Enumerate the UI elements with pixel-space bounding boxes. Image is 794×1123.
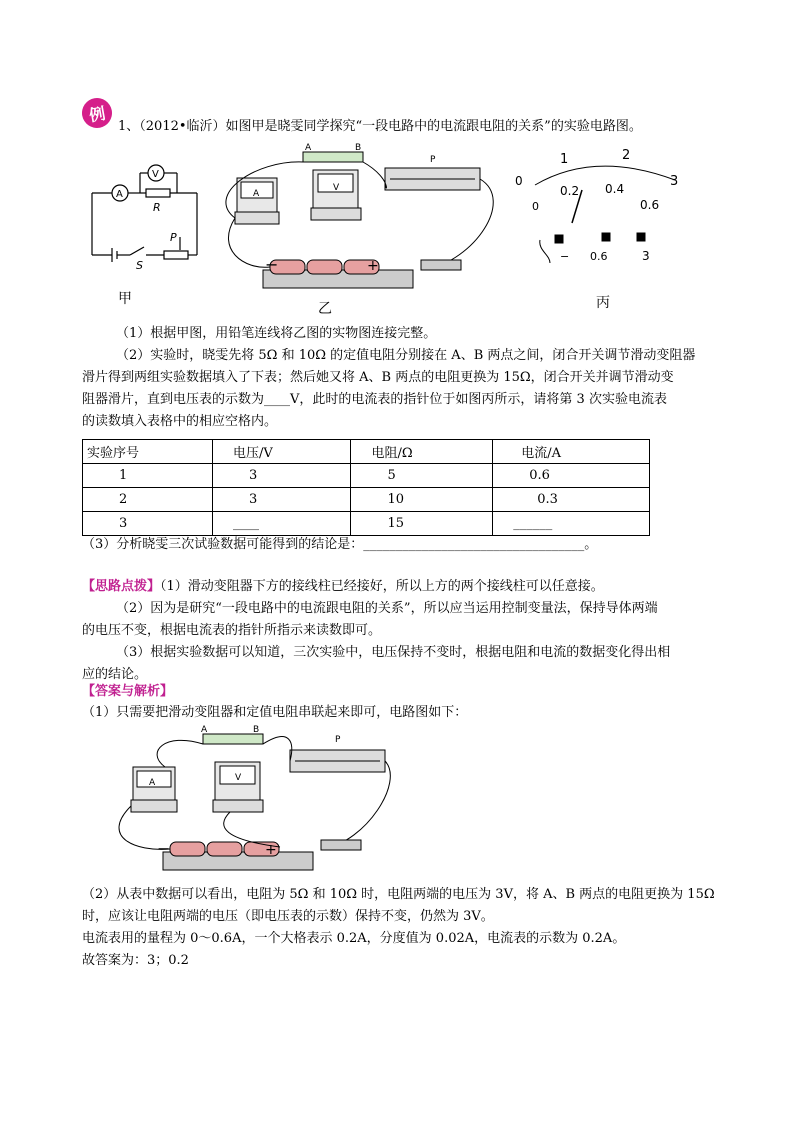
hint-line-1: 【思路点拨】（1）滑动变阻器下方的接线柱已经接好，所以上方的两个接线柱可以任意接。 xyxy=(82,579,604,594)
voltage-blank[interactable]: ____ xyxy=(264,392,291,407)
figure-label-jia: 甲 xyxy=(118,291,132,307)
rheostat-p-label: P xyxy=(430,155,436,165)
answer-line-2a: （2）从表中数据可以看出，电阻为 5Ω 和 10Ω 时，电阻两端的电压为 3V，将 A、B 两点的电阻更换为 15Ω xyxy=(82,887,715,902)
q-part-2-line-d: 的读数填入表格中的相应空格内。 xyxy=(82,414,278,429)
example-badge: 例 xyxy=(80,96,115,131)
ammeter-dial-bing xyxy=(510,145,690,270)
current-answer-blank[interactable]: ______ xyxy=(493,512,650,536)
table-row xyxy=(83,512,650,536)
conclusion-blank[interactable]: __________________________________ xyxy=(363,537,585,552)
switch-label: S xyxy=(136,259,143,272)
data-table xyxy=(82,439,650,536)
battery-minus-label: − xyxy=(265,255,279,274)
terminal-a-label: A xyxy=(305,143,312,153)
hint-line-2a: （2）因为是研究“一段电路中的电流跟电阻的关系”，所以应当运用控制变量法，保持导体两端 xyxy=(116,601,658,616)
table-header-row xyxy=(83,440,650,464)
dial-scale-02: 0.2 xyxy=(560,184,580,198)
answer-apparatus-diagram xyxy=(105,722,395,887)
table-cell: 5 xyxy=(351,464,493,488)
apparatus-diagram-yi xyxy=(225,140,515,305)
answer-rheostat-p: P xyxy=(335,735,341,745)
hint-tag: 【思路点拨】 xyxy=(82,579,161,594)
table-cell: 3 xyxy=(212,464,351,488)
answer-ammeter-face: A xyxy=(149,778,156,788)
table-header: 电压/V xyxy=(212,440,351,464)
hint-line-3a: （3）根据实验数据可以知道，三次实验中，电压保持不变时，根据电阻和电流的数据变化得出相 xyxy=(116,645,671,660)
answer-tag: 【答案与解析】 xyxy=(82,684,174,699)
table-row xyxy=(83,488,650,512)
dial-tick-1: 1 xyxy=(560,152,569,167)
table-row xyxy=(83,464,650,488)
dial-scale-04: 0.4 xyxy=(605,182,625,196)
table-cell: 3 xyxy=(212,488,351,512)
answer-terminal-b: B xyxy=(253,725,260,735)
ammeter-face-label: A xyxy=(253,189,260,199)
table-header: 实验序号 xyxy=(83,440,213,464)
circuit-diagram-jia xyxy=(82,155,212,272)
figure-label-bing: 丙 xyxy=(596,295,610,311)
question-title: 1、（2012•临沂）如图甲是晓雯同学探究“一段电路中的电流跟电阻的关系”的实验电路图。 xyxy=(118,119,642,134)
dial-tick-2: 2 xyxy=(622,148,631,163)
hint-line-2b: 的电压不变，根据电流表的指针所指示来读数即可。 xyxy=(82,623,382,638)
table-cell: 0.6 xyxy=(493,464,650,488)
answer-line-2b: 时，应该让电阻两端的电压（即电压表的示数）保持不变，仍然为 3V。 xyxy=(82,909,494,924)
slider-label: P xyxy=(170,231,177,244)
figure-label-yi: 乙 xyxy=(318,301,332,317)
table-cell: 10 xyxy=(351,488,493,512)
voltmeter-face-label: V xyxy=(333,183,340,193)
battery-plus-label: + xyxy=(367,258,379,274)
hint-line-3b: 应的结论。 xyxy=(82,667,148,682)
answer-voltmeter-face: V xyxy=(235,773,242,783)
answer-line-1: （1）只需要把滑动变阻器和定值电阻串联起来即可，电路图如下： xyxy=(82,705,468,720)
q-part-2-line-c: 阻器滑片，直到电压表的示数为____V，此时的电流表的指针位于如图丙所示，请将第 3 次实验电流表 xyxy=(82,392,667,407)
answer-line-3: 电流表用的量程为 0～0.6A，一个大格表示 0.2A，分度值为 0.02A，电流表的示数为 0.2A。 xyxy=(82,931,626,946)
table-cell: 1 xyxy=(83,464,213,488)
table-cell: 15 xyxy=(351,512,493,536)
answer-line-4: 故答案为：3；0.2 xyxy=(82,953,189,968)
terminal-06: 0.6 xyxy=(590,250,608,263)
table-cell: 2 xyxy=(83,488,213,512)
q-part-3: （3）分析晓雯三次试验数据可能得到的结论是：__________________________________。 xyxy=(82,537,598,552)
table-header: 电阻/Ω xyxy=(351,440,493,464)
q-part-2-line-b: 滑片得到两组实验数据填入了下表；然后她又将 A、B 两点的电阻更换为 15Ω，闭合开关并调节滑动变 xyxy=(82,370,674,385)
table-header: 电流/A xyxy=(493,440,650,464)
answer-battery-minus: − xyxy=(157,839,171,858)
table-cell: 3 xyxy=(83,512,213,536)
q-part-1: （1）根据甲图，用铅笔连线将乙图的实物图连接完整。 xyxy=(116,326,437,341)
answer-battery-plus: + xyxy=(265,842,277,858)
dial-scale-06: 0.6 xyxy=(640,198,660,212)
table-cell: 0.3 xyxy=(493,488,650,512)
resistor-label: R xyxy=(153,201,161,214)
dial-tick-0: 0 xyxy=(515,174,523,188)
voltage-answer-blank[interactable]: ____ xyxy=(212,512,351,536)
terminal-minus: − xyxy=(560,250,570,263)
voltmeter-label: V xyxy=(152,169,159,180)
dial-scale-0: 0 xyxy=(532,200,539,213)
ammeter-label: A xyxy=(116,189,123,200)
dial-tick-3: 3 xyxy=(670,174,679,189)
terminal-3: 3 xyxy=(642,249,650,263)
terminal-b-label: B xyxy=(355,143,362,153)
q-part-2-line-a: （2）实验时，晓雯先将 5Ω 和 10Ω 的定值电阻分别接在 A、B 两点之间，闭合开关调节滑动变阻器 xyxy=(116,348,696,363)
answer-terminal-a: A xyxy=(201,725,208,735)
